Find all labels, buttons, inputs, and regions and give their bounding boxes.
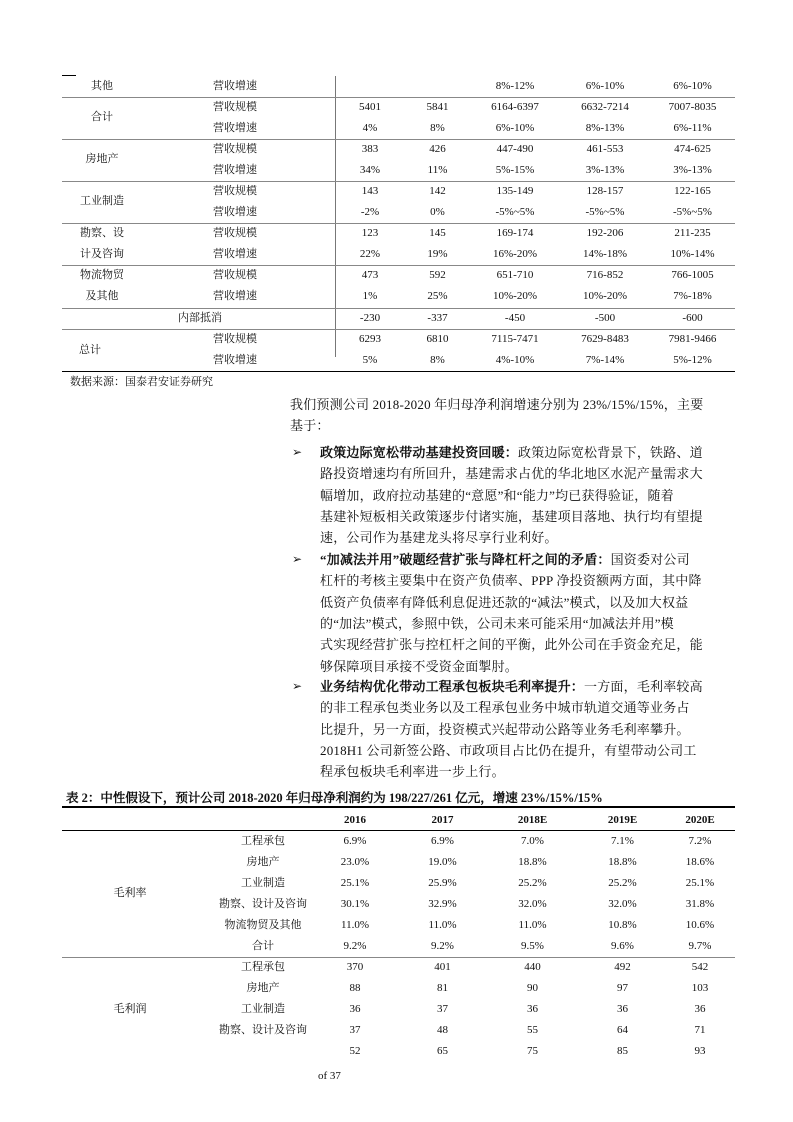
table-cell: 88 xyxy=(349,982,361,994)
metric-label: 营收增速 xyxy=(213,122,257,134)
row-rule xyxy=(62,329,735,330)
table-cell: 7981-9466 xyxy=(668,333,717,345)
table-cell: 8%-13% xyxy=(585,122,625,134)
table-cell: 25.1% xyxy=(685,877,715,889)
table-cell: 461-553 xyxy=(586,143,624,155)
table-cell: -337 xyxy=(427,312,448,324)
metric-label: 内部抵消 xyxy=(178,312,222,324)
table-cell: 426 xyxy=(429,143,446,155)
table-cell: 11% xyxy=(427,164,448,176)
row-label: 物流物贸及其他 xyxy=(224,919,302,931)
table-cell: 36 xyxy=(617,1003,628,1015)
table-cell: 65 xyxy=(437,1045,448,1057)
table-cell: 7%-18% xyxy=(673,290,712,302)
arrow-bullet-icon: ➢ xyxy=(292,552,303,566)
table-cell: 716-852 xyxy=(586,269,624,281)
column-header: 2018E xyxy=(517,814,548,826)
table-cell: 8% xyxy=(430,122,445,134)
table-cell: 48 xyxy=(437,1024,448,1036)
bullet-line: 速，公司作为基建龙头将尽享行业利好。 xyxy=(320,530,558,546)
table-cell: 542 xyxy=(691,961,709,973)
table-cell: -5%~5% xyxy=(495,206,535,218)
metric-label: 营收规模 xyxy=(213,101,257,113)
table-cell: 71 xyxy=(694,1024,706,1036)
table-cell: 169-174 xyxy=(496,227,534,239)
table-cell: -5%~5% xyxy=(585,206,625,218)
source-note: 数据来源：国泰君安证券研究 xyxy=(70,375,213,388)
bullet-line: 比提升，另一方面，投资模式兴起带动公路等业务毛利率攀升。 xyxy=(320,721,690,737)
table-cell: 7.1% xyxy=(611,835,634,847)
bullet-text: 国资委对公司 xyxy=(610,552,690,567)
table-cell: 11.0% xyxy=(428,919,457,931)
table-cell: 10%-20% xyxy=(583,290,627,302)
table-cell: 447-490 xyxy=(496,143,534,155)
table-cell: 32.9% xyxy=(428,898,457,910)
table-cell: 6.9% xyxy=(343,835,367,847)
table-cell: 6.9% xyxy=(431,835,454,847)
table-cell: 9.2% xyxy=(431,940,454,952)
table-cell: 7.2% xyxy=(688,835,712,847)
table-cell: 103 xyxy=(691,982,709,994)
table-cell: 370 xyxy=(346,961,364,973)
table2-top-rule xyxy=(62,806,735,808)
table-cell: 143 xyxy=(361,185,379,197)
metric-label: 营收规模 xyxy=(213,333,257,345)
metric-label: 营收增速 xyxy=(213,164,257,176)
table-cell: 97 xyxy=(617,982,628,994)
table-cell: 18.8% xyxy=(608,856,637,868)
table-cell: 6%-11% xyxy=(673,122,712,134)
metric-label: 营收规模 xyxy=(213,269,257,281)
table-cell: 11.0% xyxy=(518,919,547,931)
table-cell: 5841 xyxy=(426,101,449,113)
table-cell: 9.2% xyxy=(343,940,367,952)
table-cell: 9.5% xyxy=(521,940,544,952)
table-cell: 5%-15% xyxy=(495,164,535,176)
table-cell: -600 xyxy=(682,312,703,324)
metric-label: 营收规模 xyxy=(213,185,257,197)
table-cell: 6810 xyxy=(426,333,449,345)
table-cell: 19% xyxy=(427,248,448,260)
bullet-first-line xyxy=(320,549,690,570)
arrow-bullet-icon: ➢ xyxy=(292,679,303,693)
table-cell: 6632-7214 xyxy=(581,101,629,113)
table2-group-rule xyxy=(62,957,735,958)
table-cell: 135-149 xyxy=(496,185,534,197)
table-cell: 192-206 xyxy=(586,227,624,239)
table-cell: 36 xyxy=(694,1003,706,1015)
table-cell: 9.6% xyxy=(611,940,634,952)
row-label: 勘察、设计及咨询 xyxy=(219,1024,307,1036)
table-cell: 36 xyxy=(349,1003,361,1015)
table-cell: 55 xyxy=(527,1024,538,1036)
row-rule xyxy=(62,308,735,309)
group-label: 物流物贸 xyxy=(80,269,124,281)
table-cell: 31.8% xyxy=(685,898,715,910)
table-cell: 16%-20% xyxy=(493,248,537,260)
bullet-text: 一方面，毛利率较高 xyxy=(584,679,703,694)
bullet-line: 幅增加，政府拉动基建的“意愿”和“能力”均已获得验证，随着 xyxy=(320,487,674,503)
table-cell: 18.6% xyxy=(685,856,715,868)
metric-label: 营收增速 xyxy=(213,354,257,366)
table-cell: 81 xyxy=(437,982,448,994)
bullet-line: 2018H1 公司新签公路、市政项目占比仍在提升，有望带动公司工 xyxy=(320,742,697,758)
table-cell: -450 xyxy=(504,312,526,324)
table-cell: 383 xyxy=(361,143,379,155)
bullet-line: 基建补短板相关政策逐步付诸实施，基建项目落地、执行均有望提 xyxy=(320,508,703,524)
table-cell: -2% xyxy=(360,206,380,218)
table-cell: 651-710 xyxy=(496,269,534,281)
column-header: 2020E xyxy=(685,814,715,826)
table-bottom-rule xyxy=(62,371,735,372)
group-gross-margin: 毛利率 xyxy=(113,887,147,899)
bullet-title: 政策边际宽松带动基建投资回暖： xyxy=(320,445,519,460)
table-cell: 34% xyxy=(359,164,381,176)
page-number: of 37 xyxy=(318,1070,341,1082)
bullet-text: 政策边际宽松背景下，铁路、道 xyxy=(518,445,703,460)
table-cell: 6%-10% xyxy=(673,80,712,92)
table-cell: 14%-18% xyxy=(583,248,627,260)
table-cell: 32.0% xyxy=(608,898,637,910)
table-cell: 474-625 xyxy=(674,143,711,155)
column-header: 2017 xyxy=(431,814,454,826)
table-cell: 10%-20% xyxy=(493,290,537,302)
metric-label: 营收增速 xyxy=(213,206,257,218)
table-cell: 7.0% xyxy=(521,835,544,847)
group-label: 其他 xyxy=(91,80,113,92)
bullet-first-line xyxy=(320,442,703,463)
metric-label: 营收增速 xyxy=(213,290,257,302)
table-cell: 52 xyxy=(349,1045,361,1057)
table2-header-rule xyxy=(62,830,735,831)
table-cell: 766-1005 xyxy=(671,269,714,281)
row-label: 房地产 xyxy=(246,982,280,994)
row-label: 勘察、设计及咨询 xyxy=(219,898,307,910)
table-cell: 23.0% xyxy=(340,856,370,868)
bullet-line: 程承包板块毛利率进一步上行。 xyxy=(320,764,505,780)
intro-line-1: 我们预测公司 2018-2020 年归母净利润增速分别为 23%/15%/15%，主要 xyxy=(290,397,704,412)
table-cell: 7629-8483 xyxy=(581,333,629,345)
metric-label: 营收增速 xyxy=(213,80,257,92)
table-cell: 3%-13% xyxy=(673,164,712,176)
table-cell: 25.1% xyxy=(340,877,370,889)
bullet-first-line xyxy=(320,676,703,697)
table-cell: 37 xyxy=(349,1024,361,1036)
table-cell: 5% xyxy=(362,354,378,366)
column-header: 2019E xyxy=(607,814,638,826)
table-cell: 440 xyxy=(524,961,541,973)
table-cell: 1% xyxy=(362,290,378,302)
table-cell: 473 xyxy=(361,269,379,281)
table-cell: 122-165 xyxy=(674,185,711,197)
table-cell: 145 xyxy=(429,227,446,239)
table-cell: 36 xyxy=(527,1003,538,1015)
table-cell: 7007-8035 xyxy=(668,101,717,113)
table-cell: 8% xyxy=(430,354,445,366)
group-label: 及其他 xyxy=(85,290,119,302)
bullet-title: “加减法并用”破题经营扩张与降杠杆之间的矛盾： xyxy=(320,552,611,567)
table-cell: 211-235 xyxy=(674,227,711,239)
table-cell: 5%-12% xyxy=(673,354,712,366)
table2-title: 表 2：中性假设下，预计公司 2018-2020 年归母净利润约为 198/227/261 亿元，增速 23%/15%/15% xyxy=(66,791,603,805)
table-cell: 128-157 xyxy=(586,185,624,197)
table-cell: 11.0% xyxy=(340,919,369,931)
table-cell: 0% xyxy=(430,206,445,218)
group-label: 计及咨询 xyxy=(80,248,124,260)
table-cell: 142 xyxy=(429,185,446,197)
bullet-line: 杠杆的考核主要集中在资产负债率、PPP 净投资额两方面，其中降 xyxy=(320,573,702,589)
table-cell: 6293 xyxy=(359,333,381,345)
table-cell: 75 xyxy=(527,1045,538,1057)
row-rule xyxy=(62,139,735,140)
group-label: 工业制造 xyxy=(80,195,124,207)
row-label: 工业制造 xyxy=(241,877,285,889)
bullet-line: 路投资增速均有所回升，基建需求占优的华北地区水泥产量需求大 xyxy=(320,466,703,482)
table-cell: 5401 xyxy=(359,101,381,113)
table-corner-rule xyxy=(62,75,76,76)
table-cell: 10.8% xyxy=(608,919,637,931)
table-cell: -500 xyxy=(594,312,616,324)
row-label: 房地产 xyxy=(246,856,280,868)
table-cell: 25.2% xyxy=(518,877,547,889)
table-cell: 22% xyxy=(359,248,381,260)
table-cell: 37 xyxy=(437,1003,448,1015)
bullet-line: 式实现经营扩张与控杠杆之间的平衡，此外公司在手资金充足，能 xyxy=(320,637,703,653)
row-label: 合计 xyxy=(252,940,274,952)
arrow-bullet-icon: ➢ xyxy=(292,445,303,459)
group-label: 房地产 xyxy=(85,153,119,165)
group-gross-profit: 毛利润 xyxy=(113,1003,147,1015)
table-cell: 10.6% xyxy=(685,919,715,931)
column-header: 2016 xyxy=(344,814,366,826)
table-cell: 4% xyxy=(362,122,378,134)
bullet-line: 的非工程承包类业务以及工程承包业务中城市轨道交通等业务占 xyxy=(320,700,690,716)
table-cell: 19.0% xyxy=(428,856,457,868)
metric-label: 营收规模 xyxy=(213,143,257,155)
metric-label: 营收增速 xyxy=(213,248,257,260)
bullet-line: 够保障项目承接不受资金面掣肘。 xyxy=(320,658,519,674)
table-cell: 6%-10% xyxy=(585,80,625,92)
table-cell: 3%-13% xyxy=(585,164,625,176)
table-cell: 6%-10% xyxy=(495,122,535,134)
table-cell: 10%-14% xyxy=(670,248,715,260)
table-cell: 4%-10% xyxy=(495,354,535,366)
table-cell: -230 xyxy=(359,312,381,324)
row-label: 工程承包 xyxy=(241,961,285,973)
table-cell: 7%-14% xyxy=(585,354,625,366)
bullet-line: 的“加法”模式，参照中铁，公司未来可能采用“加减法并用”模 xyxy=(320,615,674,631)
table-cell: 90 xyxy=(527,982,538,994)
table-cell: -5%~5% xyxy=(673,206,712,218)
group-label: 合计 xyxy=(91,111,113,123)
bullet-line: 低资产负债率有降低利息促进还款的“减法”模式，以及加大权益 xyxy=(320,594,689,610)
row-rule xyxy=(62,223,735,224)
table-cell: 30.1% xyxy=(340,898,370,910)
row-rule xyxy=(62,265,735,266)
row-rule xyxy=(62,97,735,98)
table-cell: 25% xyxy=(427,290,448,302)
table-cell: 25.2% xyxy=(608,877,637,889)
table-cell: 25.9% xyxy=(428,877,457,889)
group-label: 勘察、设 xyxy=(80,227,124,239)
table-cell: 123 xyxy=(361,227,379,239)
metric-label: 营收规模 xyxy=(213,227,257,239)
table-cell: 7115-7471 xyxy=(491,333,539,345)
table-cell: 401 xyxy=(434,961,451,973)
table-cell: 85 xyxy=(617,1045,628,1057)
row-rule xyxy=(62,181,735,182)
table-cell: 6164-6397 xyxy=(491,101,539,113)
table-cell: 93 xyxy=(694,1045,706,1057)
table-cell: 64 xyxy=(617,1024,628,1036)
table-cell: 492 xyxy=(614,961,631,973)
table-cell: 8%-12% xyxy=(495,80,535,92)
total-label: 总计 xyxy=(79,344,101,356)
row-label: 工业制造 xyxy=(241,1003,285,1015)
bullet-title: 业务结构优化带动工程承包板块毛利率提升： xyxy=(320,679,585,694)
table-cell: 18.8% xyxy=(518,856,547,868)
table-cell: 32.0% xyxy=(518,898,547,910)
intro-line-2: 基于： xyxy=(290,418,330,433)
table-cell: 9.7% xyxy=(688,940,712,952)
row-label: 工程承包 xyxy=(241,835,285,847)
table-cell: 592 xyxy=(429,269,446,281)
